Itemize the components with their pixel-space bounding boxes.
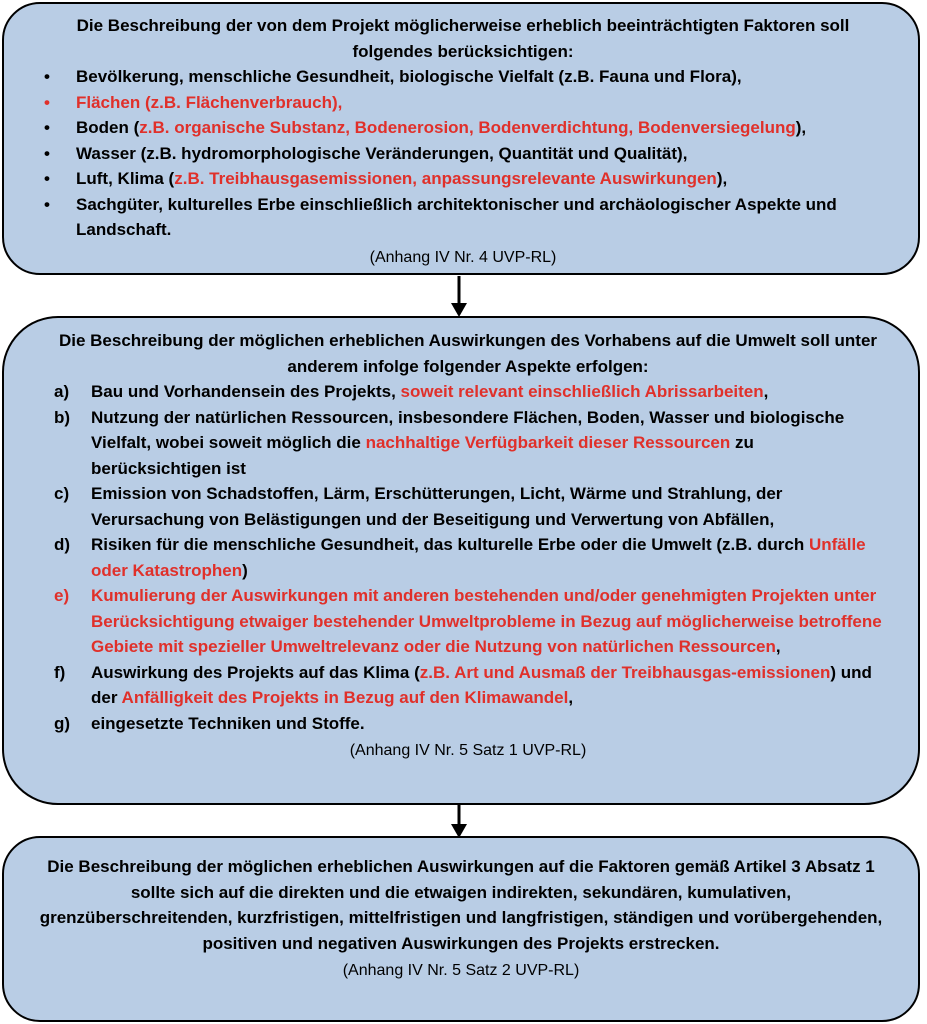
- bullet-marker: •: [44, 194, 50, 214]
- item-text: ),: [795, 118, 807, 137]
- item-text: ) und der: [91, 662, 872, 707]
- highlight-text: soweit relevant einschließlich Abrissarbeiten: [400, 382, 764, 401]
- item-label: f): [54, 662, 66, 682]
- item-label: b): [54, 407, 71, 427]
- item-text: Nutzung der natürlichen Ressourcen, insbesondere Flächen, Boden, Wasser und biologische Vielfalt, wobei soweit möglich die: [91, 407, 845, 452]
- aspect-item: [54, 379, 882, 405]
- impacts-source: (Anhang IV Nr. 5 Satz 1 UVP-RL): [349, 742, 587, 759]
- scope-text: Die Beschreibung der möglichen erheblichen Auswirkungen auf die Faktoren gemäß Artikel 3 Absatz 1 sollte sich auf die direkten und die etwaigen indirekten, sekundären, kumulativen, grenzüberschreitenden, kurzfristigen, mittelfristigen und langfristigen, ständigen und vorübergehenden, positiven und negativen Auswirkungen des Projekts erstrecken.: [39, 857, 883, 953]
- item-text: ): [242, 560, 248, 580]
- aspect-item: [54, 405, 882, 482]
- item-text: Wasser (z.B. hydromorphologische Veränderungen, Quantität und Qualität),: [76, 143, 688, 163]
- highlight-text: Kumulierung der Auswirkungen mit anderen bestehenden und/oder genehmigten Projekten unter Berücksichtigung etwaiger bestehender Umweltprobleme in Bezug auf möglicherweise betroffene Gebiete mit spezieller Umweltrelevanz oder die Nutzung von natürlichen Ressourcen: [91, 586, 882, 656]
- factor-item: [44, 192, 882, 243]
- item-text: Boden (: [76, 118, 140, 137]
- item-text: Bau und Vorhandensein des Projekts,: [91, 382, 401, 401]
- factors-box: [2, 2, 920, 275]
- item-text: Bevölkerung, menschliche Gesundheit, biologische Vielfalt (z.B. Fauna und Flora),: [76, 67, 742, 86]
- aspect-item: [54, 481, 882, 532]
- item-label: c): [54, 484, 70, 503]
- item-text: ,: [568, 688, 574, 707]
- item-text: Risiken für die menschliche Gesundheit, das kulturelle Erbe oder die Umwelt (z.B. durch: [91, 535, 809, 554]
- impacts-heading: Die Beschreibung der möglichen erheblichen Auswirkungen des Vorhabens auf die Umwelt soll unter anderem infolge folgender Aspekte erfolgen:: [58, 331, 878, 376]
- aspect-item: [54, 660, 882, 711]
- factors-heading: Die Beschreibung der von dem Projekt möglicherweise erheblich beeinträchtigten Faktoren soll folgendes berücksichtigen:: [76, 16, 850, 61]
- impacts-list: [54, 379, 882, 736]
- highlight-text: Anfälligkeit des Projekts in Bezug auf den Klimawandel: [121, 688, 569, 707]
- item-label: a): [54, 382, 70, 401]
- highlight-text: nachhaltige Verfügbarkeit dieser Ressourcen: [365, 433, 731, 452]
- factor-item: [44, 90, 882, 116]
- factor-item: [44, 115, 882, 141]
- item-text: ),: [716, 169, 728, 188]
- highlight-text: z.B. organische Substanz, Bodenerosion, Bodenverdichtung, Bodenversiegelung: [139, 118, 796, 137]
- item-label: e): [54, 586, 70, 605]
- bullet-marker: •: [44, 92, 50, 112]
- highlight-text: Flächen (z.B. Flächenverbrauch),: [76, 92, 343, 112]
- highlight-text: Unfälle oder Katastrophen: [91, 535, 866, 580]
- bullet-marker: •: [44, 67, 50, 86]
- aspect-item: [54, 583, 882, 660]
- flow-arrow-1: [447, 276, 471, 318]
- item-text: ,: [775, 637, 781, 656]
- item-label: d): [54, 535, 71, 554]
- highlight-text: z.B. Treibhausgasemissionen, anpassungsrelevante Auswirkungen: [174, 169, 717, 188]
- bullet-marker: •: [44, 118, 50, 137]
- factor-item: [44, 141, 882, 167]
- factors-source: (Anhang IV Nr. 4 UVP-RL): [369, 248, 557, 266]
- highlight-text: z.B. Art und Ausmaß der Treibhausgas-emissionen: [419, 662, 831, 682]
- bullet-marker: •: [44, 169, 50, 188]
- item-text: Auswirkung des Projekts auf das Klima (: [91, 662, 420, 682]
- item-text: eingesetzte Techniken und Stoffe.: [91, 713, 365, 733]
- factor-item: [44, 64, 882, 90]
- item-text: Sachgüter, kulturelles Erbe einschließlich architektonischer und archäologischer Aspekte und Landschaft.: [76, 194, 837, 239]
- item-text: Luft, Klima (: [76, 169, 175, 188]
- factor-item: [44, 166, 882, 192]
- item-text: Emission von Schadstoffen, Lärm, Erschütterungen, Licht, Wärme und Strahlung, der Verursachung von Belästigungen und der Beseitigung und Verwertung von Abfällen,: [91, 484, 783, 529]
- scope-box: [2, 836, 920, 1022]
- item-text: zu berücksichtigen ist: [91, 433, 754, 478]
- item-label: g): [54, 713, 71, 733]
- aspect-item: [54, 711, 882, 737]
- scope-source: (Anhang IV Nr. 5 Satz 2 UVP-RL): [342, 962, 580, 979]
- item-text: ,: [763, 382, 769, 401]
- impacts-box: [2, 316, 920, 805]
- bullet-marker: •: [44, 143, 50, 163]
- aspect-item: [54, 532, 882, 583]
- factors-list: [44, 64, 882, 243]
